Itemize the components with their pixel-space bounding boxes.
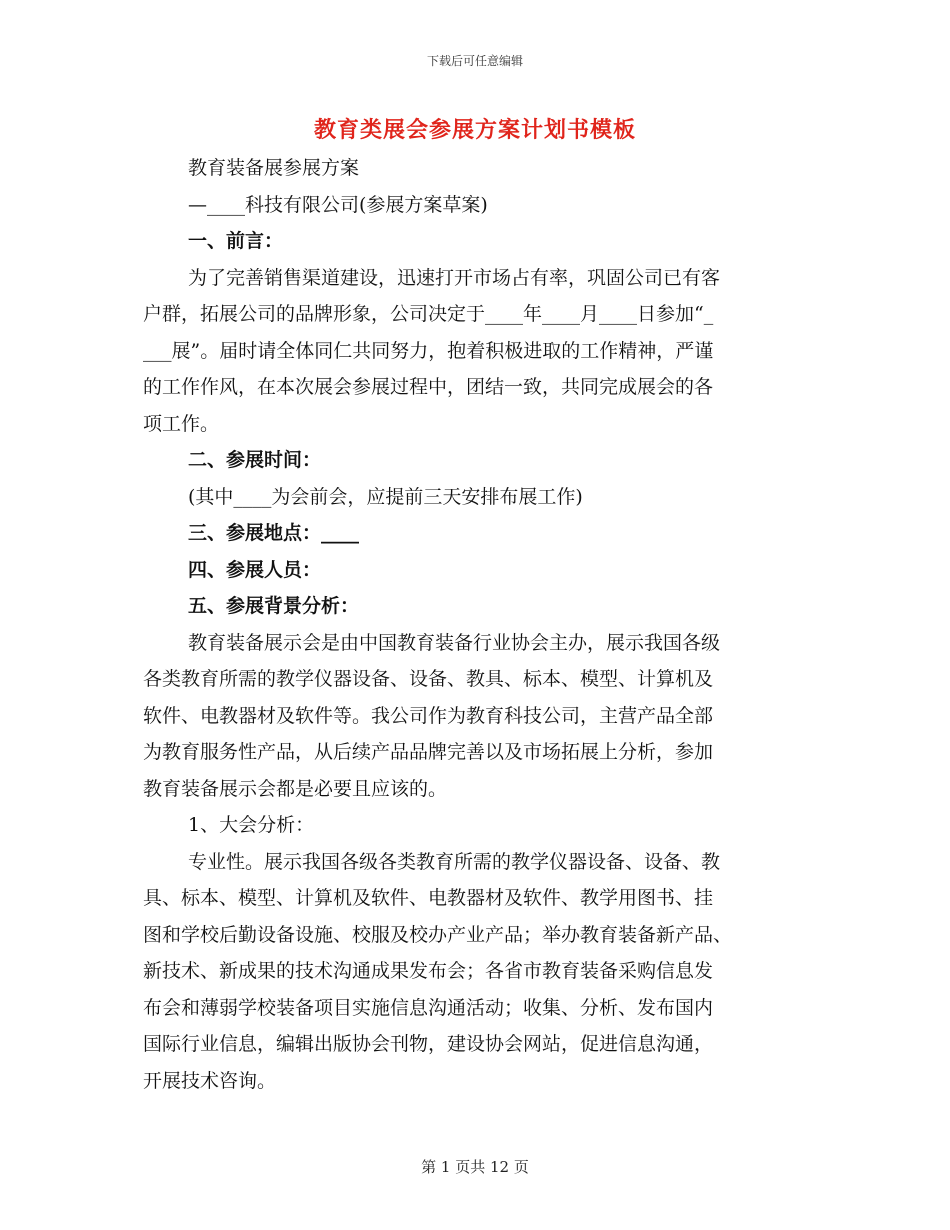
paragraph-line: 教育装备展示会是由中国教育装备行业协会主办，展示我国各级 (188, 631, 721, 654)
paragraph-line: (其中____为会前会，应提前三天安排布展工作) (188, 485, 583, 508)
section-heading: 五、参展背景分析： (188, 595, 360, 617)
paragraph-line: 新技术、新成果的技术沟通成果发布会；各省市教育装备采购信息发 (143, 960, 714, 982)
paragraph-line: 具、标本、模型、计算机及软件、电教器材及软件、教学用图书、挂 (143, 887, 714, 909)
paragraph-line: 国际行业信息，编辑出版协会刊物，建设协会网站，促进信息沟通， (143, 1033, 714, 1055)
paragraph-line: 专业性。展示我国各级各类教育所需的教学仪器设备、设备、教 (188, 850, 721, 873)
paragraph-line: —____科技有限公司(参展方案草案) (188, 193, 488, 216)
paragraph-line: 项工作。 (143, 412, 220, 435)
section-heading: 二、参展时间： (188, 449, 322, 471)
paragraph-line: 1、大会分析： (188, 814, 315, 836)
paragraph-line: 布会和薄弱学校装备项目实施信息沟通活动；收集、分析、发布国内 (143, 996, 714, 1019)
page-number-footer: 第 1 页共 12 页 (421, 1158, 529, 1176)
document-title: 教育类展会参展方案计划书模板 (313, 117, 636, 143)
paragraph-line: 教育装备展示会都是必要且应该的。 (143, 777, 448, 800)
paragraph-line: 各类教育所需的教学仪器设备、设备、教具、标本、模型、计算机及 (143, 668, 714, 690)
page-header-note: 下载后可任意编辑 (426, 54, 523, 68)
paragraph-line: 教育装备展参展方案 (188, 157, 360, 179)
document-body (143, 150, 799, 1099)
section-heading: 一、前言： (188, 230, 284, 252)
paragraph-line: ___展”。届时请全体同仁共同努力，抱着积极进取的工作精神，严谨 (143, 339, 714, 362)
paragraph-line: 软件、电教器材及软件等。我公司作为教育科技公司，主营产品全部 (143, 704, 714, 727)
paragraph-line: 为了完善销售渠道建设，迅速打开市场占有率，巩固公司已有客 (188, 266, 721, 289)
section-heading: 三、参展地点：____ (188, 522, 360, 544)
paragraph-line: 为教育服务性产品，从后续产品品牌完善以及市场拓展上分析，参加 (143, 741, 714, 763)
paragraph-line: 图和学校后勤设备设施、校服及校办产业产品；举办教育装备新产品、 (143, 923, 733, 946)
section-heading: 四、参展人员： (188, 558, 322, 581)
paragraph-line: 户群，拓展公司的品牌形象，公司决定于____年____月____日参加“_ (143, 303, 714, 325)
paragraph-line: 的工作作风，在本次展会参展过程中，团结一致，共同完成展会的各 (143, 376, 714, 398)
paragraph-line: 开展技术咨询。 (143, 1069, 277, 1092)
